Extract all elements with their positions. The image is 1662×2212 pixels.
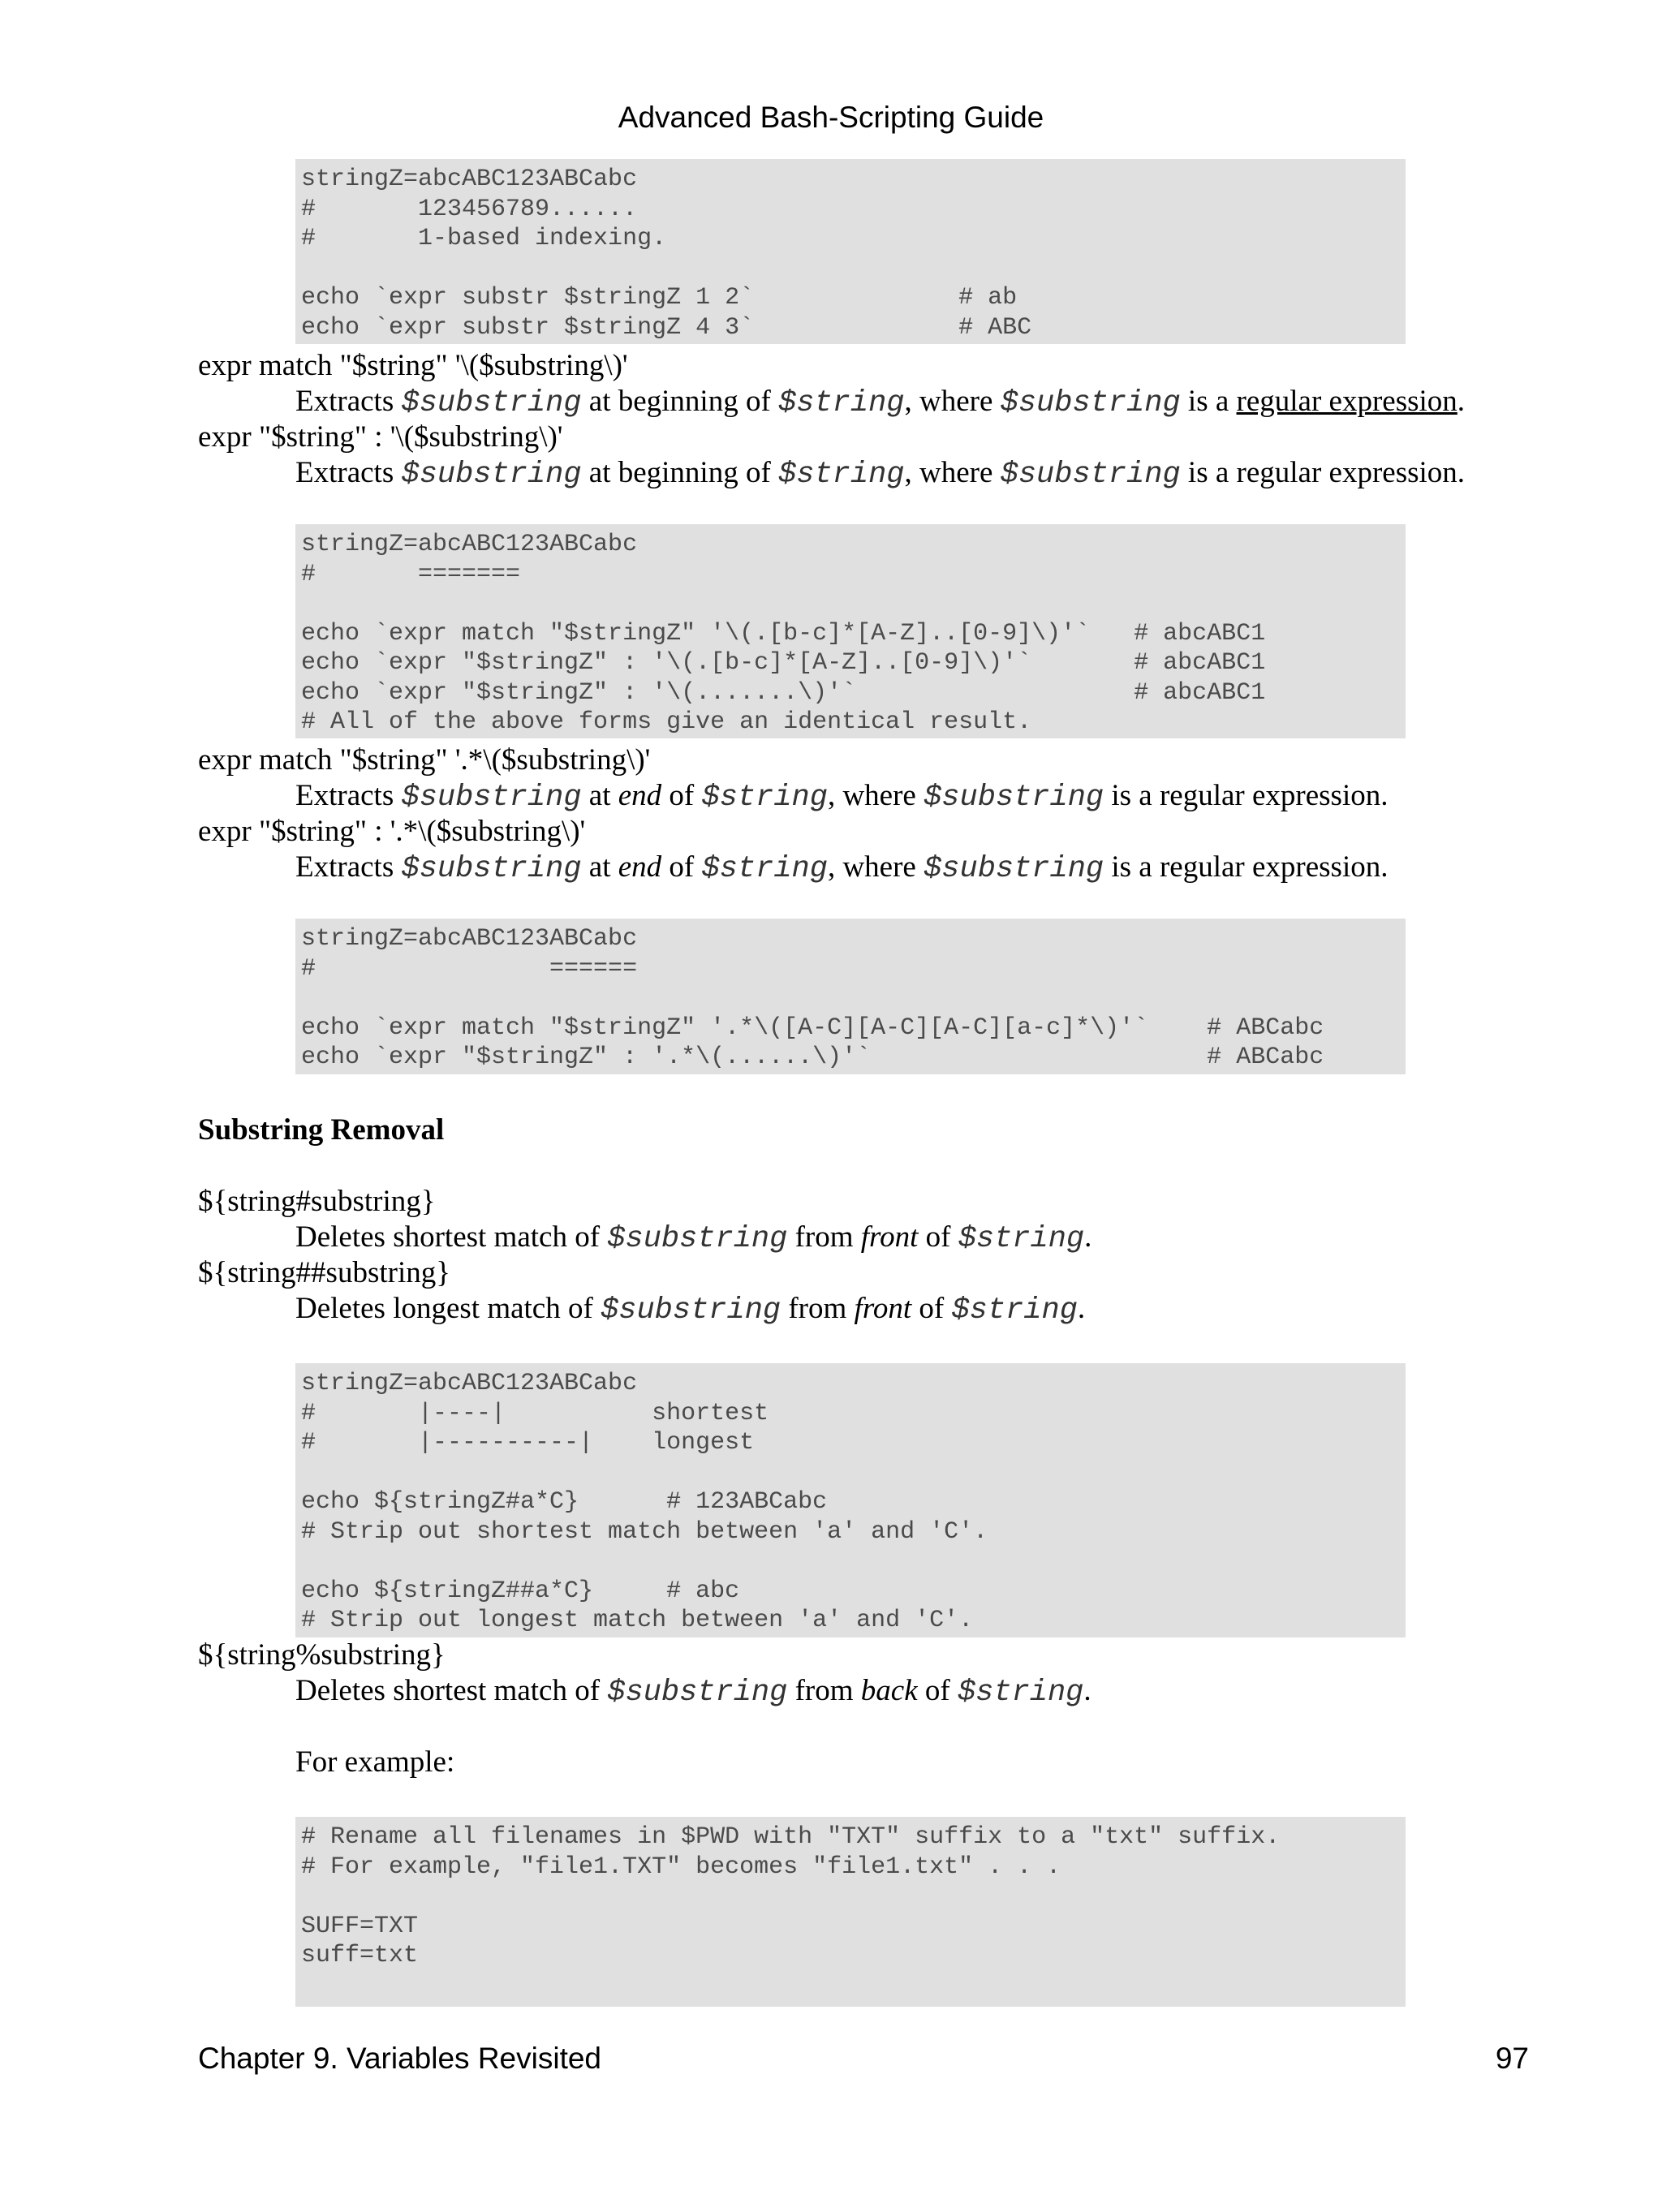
def-remove-front-long: Deletes longest match of $substring from front of $string.: [295, 1292, 1086, 1328]
code-block-removal: stringZ=abcABC123ABCabc # |----| shortest # |----------| longest echo ${stringZ#a*C} # 123ABCabc # Strip out shortest match between 'a' and 'C'. echo ${stringZ##a*C} # abc # Strip out longest match between 'a' and 'C'.: [295, 1363, 1406, 1637]
def-expr-colon: Extracts $substring at beginning of $string, where $substring is a regular expression.: [295, 456, 1466, 492]
term-expr-match: expr match "$string" '\($substring\)': [198, 349, 628, 382]
term-remove-back-short: ${string%substring}: [198, 1638, 446, 1672]
term-expr-colon: expr "$string" : '\($substring\)': [198, 420, 563, 454]
code-block-substr: stringZ=abcABC123ABCabc # 123456789...... # 1-based indexing. echo `expr substr $stringZ 1 2` # ab echo `expr substr $stringZ 4 3` # ABC: [295, 159, 1406, 344]
def-expr-match-end: Extracts $substring at end of $string, where $substring is a regular expression.: [295, 779, 1389, 815]
term-remove-front-short: ${string#substring}: [198, 1185, 436, 1218]
term-expr-colon-end: expr "$string" : '.*\($substring\)': [198, 815, 586, 848]
page-number: 97: [1495, 2042, 1529, 2075]
code-block-match: stringZ=abcABC123ABCabc # ======= echo `expr match "$stringZ" '\(.[b-c]*[A-Z]..[0-9]\)'` # abcABC1 echo `expr "$stringZ" : '\(.[b-c]*[A-Z]..[0-9]\)'` # abcABC1 echo `expr "$stringZ" : '\(.......\)'` # abcABC1 # All of the above forms give an identical result.: [295, 524, 1406, 738]
def-remove-front-short: Deletes shortest match of $substring from front of $string.: [295, 1220, 1092, 1256]
example-intro: For example:: [295, 1745, 455, 1779]
term-remove-front-long: ${string##substring}: [198, 1256, 450, 1289]
term-expr-match-end: expr match "$string" '.*\($substring\)': [198, 743, 651, 777]
code-block-rename: # Rename all filenames in $PWD with "TXT" suffix to a "txt" suffix. # For example, "file1.TXT" becomes "file1.txt" . . . SUFF=TXT suff=txt: [295, 1817, 1406, 2007]
regular-expression-link[interactable]: regular expression: [1236, 385, 1457, 418]
section-heading: Substring Removal: [198, 1113, 445, 1147]
def-remove-back-short: Deletes shortest match of $substring from back of $string.: [295, 1674, 1091, 1710]
code-block-match-end: stringZ=abcABC123ABCabc # ====== echo `expr match "$stringZ" '.*\([A-C][A-C][A-C][a-c]*\)'` # ABCabc echo `expr "$stringZ" : '.*\(......\)'` # ABCabc: [295, 919, 1406, 1074]
page-header: Advanced Bash-Scripting Guide: [618, 101, 1044, 134]
footer-chapter: Chapter 9. Variables Revisited: [198, 2042, 602, 2075]
def-expr-match: Extracts $substring at beginning of $string, where $substring is a regular expression.: [295, 385, 1466, 420]
def-expr-colon-end: Extracts $substring at end of $string, where $substring is a regular expression.: [295, 850, 1389, 886]
page-footer: [198, 2042, 1529, 2076]
